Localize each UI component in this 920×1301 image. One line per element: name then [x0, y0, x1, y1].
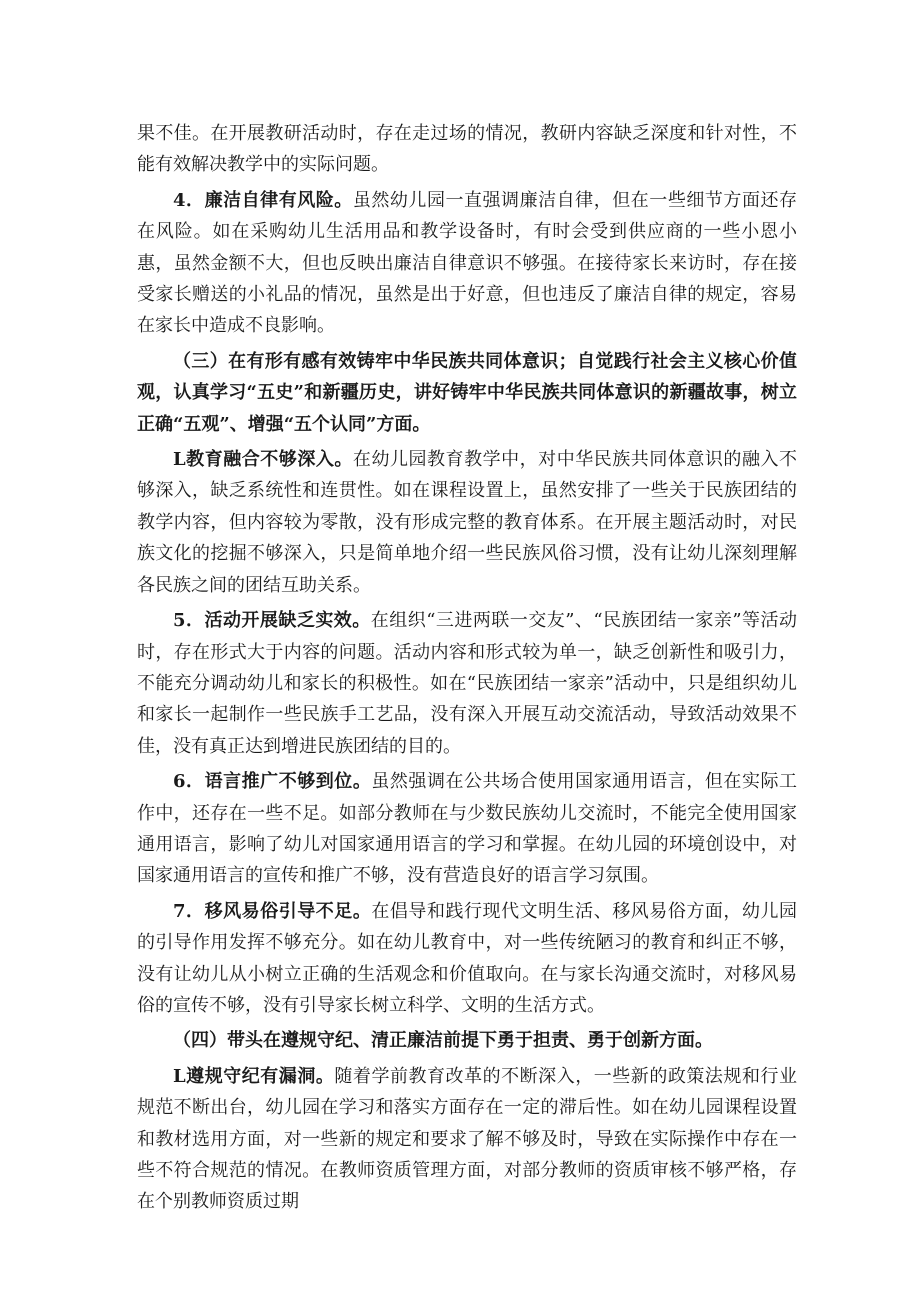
- paragraph-item-5: [137, 605, 797, 762]
- paragraph-lead: L遵规守纪有漏洞。: [173, 1065, 335, 1087]
- paragraph-text: 随着学前教育改革的不断深入，一些新的政策法规和行业规范不断出台，幼儿园在学习和落实方面存在一定的滞后性。如在幼儿园课程设置和教材选用方面，对一些新的规定和要求了解不够及时，导致在实际操作中存在一些不符合规范的情况。在教师资质管理方面，对部分教师的资质审核不够严格，存在个别教师资质过期: [137, 1065, 798, 1213]
- paragraph-lead: 6．语言推广不够到位。: [173, 771, 372, 793]
- paragraph-text: 在幼儿园教育教学中，对中华民族共同体意识的融入不够深入，缺乏系统性和连贯性。如在课程设置上，虽然安排了一些关于民族团结的教学内容，但内容较为零散，没有形成完整的教育体系。在开展主题活动时，对民族文化的挖掘不够深入，只是简单地介绍一些民族风俗习惯，没有让幼儿深刻理解各民族之间的团结互助关系。: [137, 449, 798, 596]
- paragraph-continuation: [137, 118, 797, 181]
- heading-text: （三）在有形有感有效铸牢中华民族共同体意识；自觉践行社会主义核心价值观，认真学习“五史”和新疆历史，讲好铸牢中华民族共同体意识的新疆故事，树立正确“五观”、增强“五个认同”方面。: [137, 350, 797, 435]
- section-heading-3: [137, 346, 797, 440]
- heading-text: （四）带头在遵规守纪、清正廉洁前提下勇于担责、勇于创新方面。: [173, 1030, 713, 1052]
- paragraph-text: 在组织“三进两联一交友”、“民族团结一家亲”等活动时，存在形式大于内容的问题。活动内容和形式较为单一，缺乏创新性和吸引力，不能充分调动幼儿和家长的积极性。如在“民族团结一家亲”活动中，只是组织幼儿和家长一起制作一些民族手工艺品，没有深入开展互动交流活动，导致活动效果不佳，没有真正达到增进民族团结的目的。: [137, 610, 797, 757]
- paragraph-item-4: [137, 185, 797, 342]
- paragraph-item-7: [137, 896, 797, 1022]
- paragraph-text: 虽然强调在公共场合使用国家通用语言，但在实际工作中，还存在一些不足。如部分教师在与少数民族幼儿交流时，不能完全使用国家通用语言，影响了幼儿对国家通用语言的学习和掌握。在幼儿园的环境创设中，对国家通用语言的宣传和推广不够，没有营造良好的语言学习氛围。: [137, 771, 798, 887]
- paragraph-text: 果不佳。在开展教研活动时，存在走过场的情况，教研内容缺乏深度和针对性，不能有效解决教学中的实际问题。: [137, 123, 797, 176]
- section-heading-4: [137, 1025, 797, 1056]
- paragraph-text: 虽然幼儿园一直强调廉洁自律，但在一些细节方面还存在风险。如在采购幼儿生活用品和教学设备时，有时会受到供应商的一些小恩小惠，虽然金额不大，但也反映出廉洁自律意识不够强。在接待家长来访时，存在接受家长赠送的小礼品的情况，虽然是出于好意，但也违反了廉洁自律的规定，容易在家长中造成不良影响。: [137, 189, 798, 337]
- paragraph-item-6: [137, 766, 797, 892]
- paragraph-lead: 7．移风易俗引导不足。: [173, 900, 372, 922]
- paragraph-item-1-discipline: [137, 1061, 797, 1218]
- paragraph-lead: 5．活动开展缺乏实效。: [173, 610, 371, 632]
- paragraph-text: 在倡导和践行现代文明生活、移风易俗方面，幼儿园的引导作用发挥不够充分。如在幼儿教育中，对一些传统陋习的教育和纠正不够，没有让幼儿从小树立正确的生活观念和价值取向。在与家长沟通交流时，对移风易俗的宣传不够，没有引导家长树立科学、文明的生活方式。: [137, 900, 798, 1016]
- document-page: [137, 118, 797, 1218]
- paragraph-lead: L教育融合不够深入。: [173, 449, 353, 471]
- paragraph-lead: 4．廉洁自律有风险。: [173, 189, 353, 211]
- paragraph-item-1-education: [137, 444, 797, 601]
